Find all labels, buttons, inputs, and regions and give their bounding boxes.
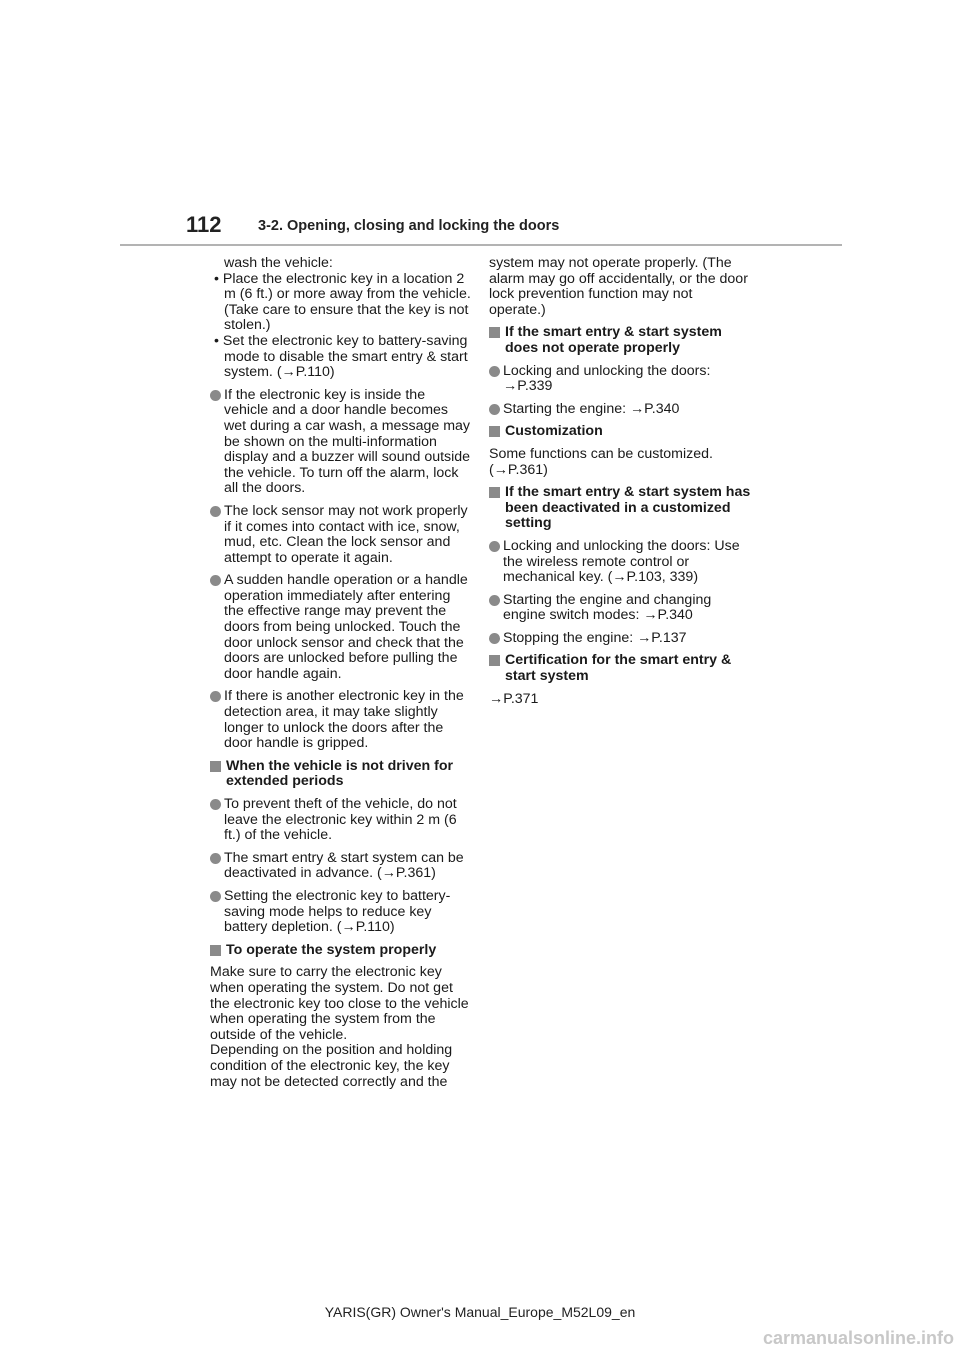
square-bullet-icon	[489, 655, 500, 666]
page-reference: →P.371	[489, 690, 539, 707]
section-heading: If the smart entry & start system does not operate properly	[489, 325, 751, 356]
bullet-item: The smart entry & start system can be deactivated in advance. (→P.361)	[210, 851, 472, 882]
bullet-dot-icon	[210, 575, 221, 586]
paragraph: Make sure to carry the electronic key when operating the system. Do not get the electronic key too close to the vehicle when operating the system from the outside of the vehicle.	[210, 964, 469, 1043]
sub-item: • Place the electronic key in a location 2 m (6 ft.) or more away from the vehicle. (Take care to ensure that the key is not stolen.)	[214, 270, 471, 334]
paragraph: Some functions can be customized. (→P.361)	[489, 445, 713, 478]
header-divider	[120, 244, 842, 246]
square-bullet-icon	[210, 945, 221, 956]
square-bullet-icon	[489, 327, 500, 338]
section-heading: Customization	[489, 424, 751, 440]
bullet-dot-icon	[210, 799, 221, 810]
section-heading: When the vehicle is not driven for extended periods	[210, 759, 472, 790]
bullet-dot-icon	[210, 390, 221, 401]
bullet-item: If there is another electronic key in the detection area, it may take slightly longer to unlock the doors after the door handle is gripped.	[210, 689, 472, 751]
bullet-dot-icon	[489, 595, 500, 606]
section-heading: If the smart entry & start system has been deactivated in a customized setting	[489, 485, 751, 532]
bullet-item: Locking and unlocking the doors: →P.339	[489, 364, 751, 395]
intro-text: wash the vehicle:	[224, 255, 333, 271]
bullet-item: The lock sensor may not work properly if it comes into contact with ice, snow, mud, etc. Clean the lock sensor and attempt to operate it again.	[210, 504, 472, 566]
watermark: carmanualsonline.info	[762, 1328, 954, 1348]
bullet-item: To prevent theft of the vehicle, do not leave the electronic key within 2 m (6 ft.) of the vehicle.	[210, 797, 472, 844]
paragraph: Depending on the position and holding condition of the electronic key, the key may not be detected correctly and the	[210, 1042, 453, 1090]
bullet-dot-icon	[210, 506, 221, 517]
bullet-item: Stopping the engine: →P.137	[489, 631, 751, 647]
bullet-dot-icon	[489, 366, 500, 377]
section-heading: Certification for the smart entry & start system	[489, 653, 751, 684]
bullet-item: Locking and unlocking the doors: Use the wireless remote control or mechanical key. (→P.103, 339)	[489, 539, 751, 586]
bullet-dot-icon	[210, 891, 221, 902]
page-number: 112	[186, 212, 222, 237]
right-column	[489, 256, 751, 713]
bullet-item: Starting the engine and changing engine switch modes: →P.340	[489, 593, 751, 624]
section-heading: To operate the system properly	[210, 943, 472, 959]
left-column	[210, 256, 472, 1096]
bullet-item: Setting the electronic key to battery-saving mode helps to reduce key battery depletion. (→P.110)	[210, 889, 472, 936]
square-bullet-icon	[489, 487, 500, 498]
paragraph: system may not operate properly. (The alarm may go off accidentally, or the door lock prevention function may not operate.)	[489, 255, 748, 318]
bullet-item: Starting the engine: →P.340	[489, 402, 751, 418]
bullet-item: A sudden handle operation or a handle operation immediately after entering the effective range may prevent the doors from being unlocked. Touch the door unlock sensor and check that the doors are unlocked before pulling the door handle again.	[210, 573, 472, 682]
bullet-dot-icon	[489, 633, 500, 644]
bullet-dot-icon	[489, 404, 500, 415]
square-bullet-icon	[210, 761, 221, 772]
bullet-dot-icon	[489, 541, 500, 552]
bullet-dot-icon	[210, 853, 221, 864]
page-header	[0, 0, 960, 250]
footer-text: YARIS(GR) Owner's Manual_Europe_M52L09_en	[324, 1304, 636, 1320]
square-bullet-icon	[489, 426, 500, 437]
bullet-dot-icon	[210, 691, 221, 702]
sub-item: • Set the electronic key to battery-saving mode to disable the smart entry & start system. (→P.110)	[214, 332, 468, 381]
chapter-title: 3-2. Opening, closing and locking the doors	[258, 218, 560, 234]
bullet-item: If the electronic key is inside the vehicle and a door handle becomes wet during a car wash, a message may be shown on the multi-information display and a buzzer will sound outside the vehicle. To turn off the alarm, lock all the doors.	[210, 388, 472, 497]
